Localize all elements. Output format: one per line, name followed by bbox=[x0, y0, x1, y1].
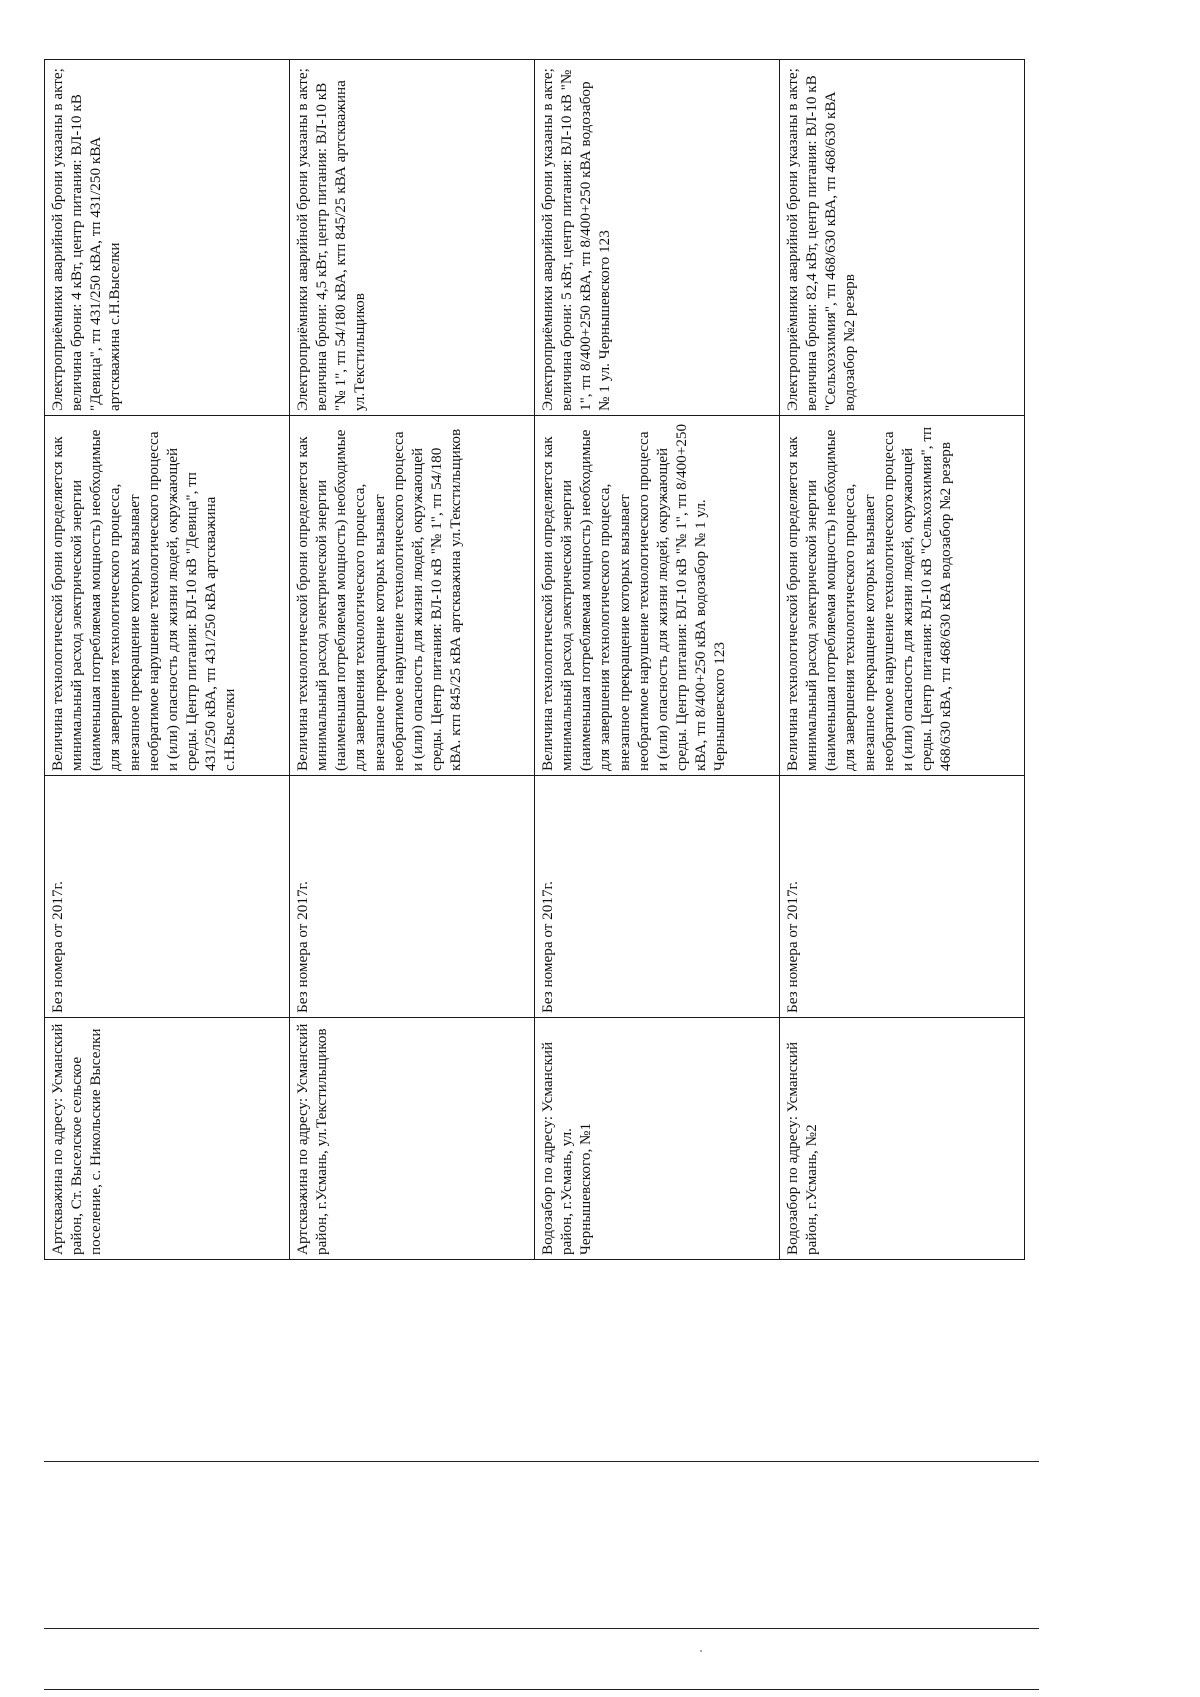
object-cell: Водозабор по адресу: Усманский район, г.Усмань, ул. Чернышевского, №1 bbox=[535, 1018, 780, 1260]
table-row bbox=[780, 60, 1025, 1260]
table-row bbox=[290, 60, 535, 1260]
table-row bbox=[45, 60, 290, 1260]
separator-line bbox=[44, 1689, 1039, 1690]
emergency-armor-cell: Электроприёмники аварийной брони указаны в акте; величина брони: 4,5 кВт, центр питания: ВЛ-10 кВ "№ 1", тп 54/180 кВА, ктп 845/25 кВА артскважина ул.Текстильщиков bbox=[290, 60, 535, 416]
tech-armor-cell: Величина технологической брони определяется как минимальный расход электрической энергии (наименьшая потребляемая мощность) необходимые для завершения технологического процесса, внезапное прекращение которых вызывает необратимое нарушение технологического процесса и (или) опасность для жизни людей, окружающей среды. Центр питания: ВЛ-10 кВ "Девица", тп 431/250 кВА, тп 431/250 кВА артскважина с.Н.Выселки bbox=[45, 416, 290, 776]
document-cell: Без номера от 2017г. bbox=[45, 776, 290, 1018]
emergency-armor-cell: Электроприёмники аварийной брони указаны в акте; величина брони: 4 кВт, центр питания: ВЛ-10 кВ "Девица", тп 431/250 кВА, тп 431/250 кВА артскважина с.Н.Выселки bbox=[45, 60, 290, 416]
tech-armor-cell: Величина технологической брони определяется как минимальный расход электрической энергии (наименьшая потребляемая мощность) необходимые для завершения технологического процесса, внезапное прекращение которых вызывает необратимое нарушение технологического процесса и (или) опасность для жизни людей, окружающей среды. Центр питания: ВЛ-10 кВ "№ 1", тп 8/400+250 кВА, тп 8/400+250 кВА водозабор № 1 ул. Чернышевского 123 bbox=[535, 416, 780, 776]
separator-line bbox=[44, 1628, 1039, 1629]
table-row bbox=[535, 60, 780, 1260]
armor-table bbox=[44, 59, 1025, 1260]
tech-armor-cell: Величина технологической брони определяется как минимальный расход электрической энергии (наименьшая потребляемая мощность) необходимые для завершения технологического процесса, внезапное прекращение которых вызывает необратимое нарушение технологического процесса и (или) опасность для жизни людей, окружающей среды. Центр питания: ВЛ-10 кВ "№ 1", тп 54/180 кВА. ктп 845/25 кВА артскважина ул.Текстильщиков bbox=[290, 416, 535, 776]
separator-line bbox=[44, 1461, 1039, 1462]
document-cell: Без номера от 2017г. bbox=[290, 776, 535, 1018]
document-cell: Без номера от 2017г. bbox=[780, 776, 1025, 1018]
scan-speck bbox=[700, 1650, 702, 1652]
document-cell: Без номера от 2017г. bbox=[535, 776, 780, 1018]
emergency-armor-cell: Электроприёмники аварийной брони указаны в акте; величина брони: 82,4 кВт, центр питания: ВЛ-10 кВ "Сельхозхимия", тп 468/630 кВА, тп 468/630 кВА водозабор №2 резерв bbox=[780, 60, 1025, 416]
object-cell: Артскважина по адресу: Усманский район, Ст. Выселское сельское поселение, с. Никольские Выселки bbox=[45, 1018, 290, 1260]
rotated-table-wrapper bbox=[44, 60, 1044, 1260]
object-cell: Артскважина по адресу: Усманский район, г.Усмань, ул.Текстильщиков bbox=[290, 1018, 535, 1260]
tech-armor-cell: Величина технологической брони определяется как минимальный расход электрической энергии (наименьшая потребляемая мощность) необходимые для завершения технологического процесса, внезапное прекращение которых вызывает необратимое нарушение технологического процесса и (или) опасность для жизни людей, окружающей среды. Центр питания: ВЛ-10 кВ "Сельхозхимия", тп 468/630 кВА, тп 468/630 кВА водозабор №2 резерв bbox=[780, 416, 1025, 776]
emergency-armor-cell: Электроприёмники аварийной брони указаны в акте; величина брони: 5 кВт, центр питания: ВЛ-10 кВ "№ 1", тп 8/400+250 кВА, тп 8/400+250 кВА водозабор № 1 ул. Чернышевского 123 bbox=[535, 60, 780, 416]
object-cell: Водозабор по адресу: Усманский район, г.Усмань, №2 bbox=[780, 1018, 1025, 1260]
